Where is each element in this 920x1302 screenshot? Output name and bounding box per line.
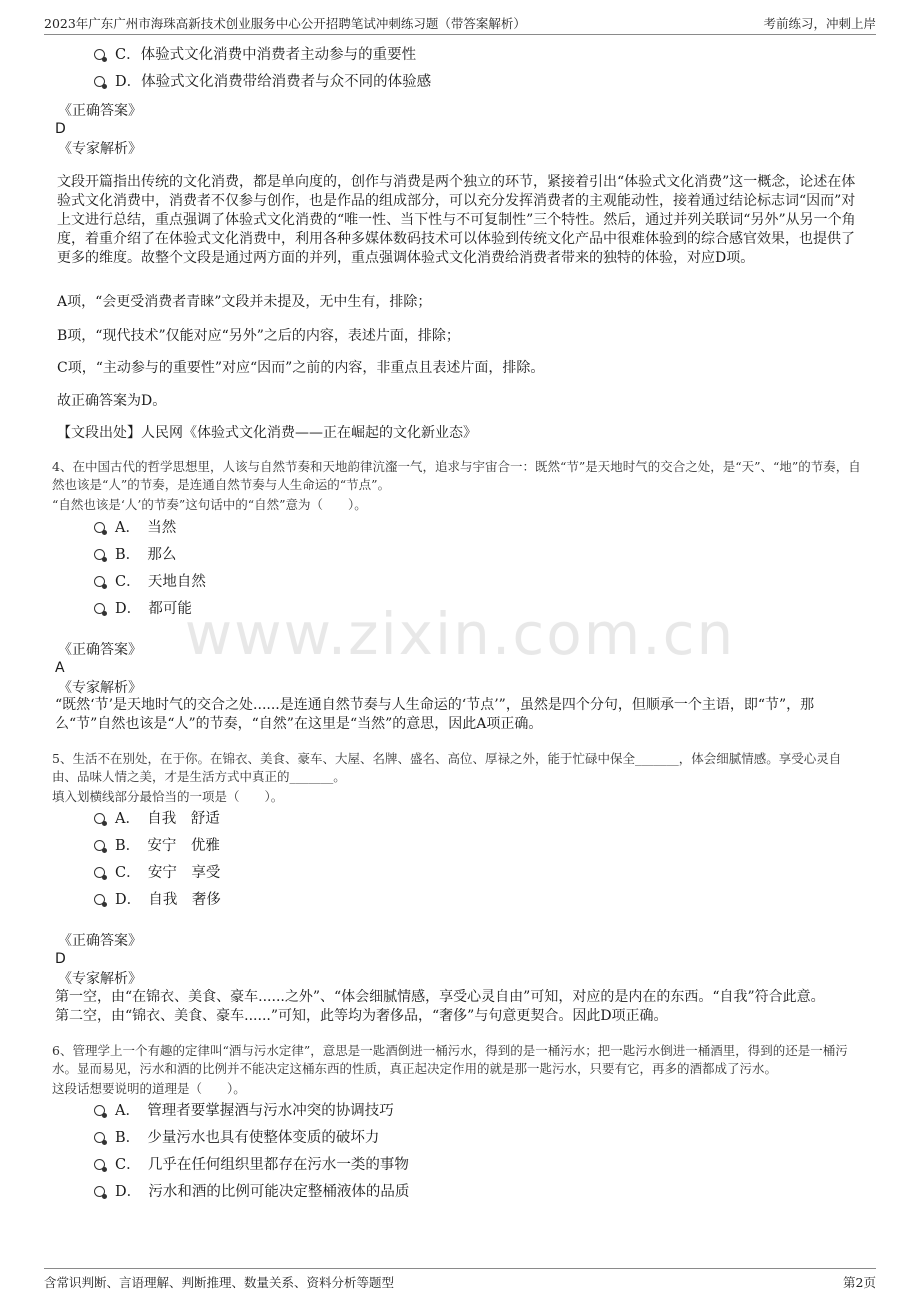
radio-icon[interactable]: [94, 576, 105, 587]
q6-stem: 6、管理学上一个有趣的定律叫“酒与污水定律”，意思是一匙酒倒进一桶污水，得到的是一桶污水；把一匙污水倒进一桶酒里，得到的还是一桶污水。显而易见，污水和酒的比例并不能决定这桶东西的性质，真正起决定作用的就是那一匙污水，只要有它，再多的酒都成了污水。: [52, 1043, 848, 1076]
q4-answer-label: 《正确答案》: [58, 642, 142, 658]
radio-icon[interactable]: [94, 76, 105, 87]
q4-option-d[interactable]: [94, 599, 192, 619]
radio-icon[interactable]: [94, 1105, 105, 1116]
q3-conclusion: 故正确答案为D。: [57, 393, 167, 409]
q3-option-d[interactable]: [94, 72, 431, 92]
option-label: C． 几乎在任何组织里都存在污水一类的事物: [115, 1157, 409, 1173]
option-label: D．体验式文化消费带给消费者与众不同的体验感: [115, 74, 432, 90]
radio-icon[interactable]: [94, 1159, 105, 1170]
radio-icon[interactable]: [94, 867, 105, 878]
q6-option-a[interactable]: [94, 1101, 394, 1121]
radio-icon[interactable]: [94, 1132, 105, 1143]
q4-answer: A: [55, 660, 65, 676]
q4-stem: 4、在中国古代的哲学思想里，人该与自然节奏和天地韵律沆瀣一气，追求与宇宙合一：既然“节”是天地时气的交合之处，是“天”、“地”的节奏，自然也该是“人”的节奏，是连通自然节奏与人生命运的“节点”。: [52, 459, 861, 492]
q4-analysis: “既然‘节’是天地时气的交合之处......是连通自然节奏与人生命运的‘节点’”，虽然是四个分句，但顺承一个主语，即“节”，那么“节”自然也该是“人”的节奏，“自然”在这里是“当然”的意思，因此A项正确。: [55, 697, 815, 732]
footer-topics: 含常识判断、言语理解、判断推理、数量关系、资料分析等题型: [44, 1275, 395, 1290]
radio-icon[interactable]: [94, 549, 105, 560]
option-label: A． 管理者要掌握酒与污水冲突的协调技巧: [115, 1103, 394, 1119]
radio-icon[interactable]: [94, 894, 105, 905]
option-label: D． 自我 奢侈: [115, 892, 221, 908]
option-label: B． 那么: [115, 547, 177, 563]
radio-icon[interactable]: [94, 840, 105, 851]
option-label: B． 安宁 优雅: [115, 838, 220, 854]
option-label: C．体验式文化消费中消费者主动参与的重要性: [115, 47, 417, 63]
option-label: A． 当然: [115, 520, 177, 536]
q5-option-b[interactable]: [94, 836, 220, 856]
option-label: C． 安宁 享受: [115, 865, 221, 881]
radio-icon[interactable]: [94, 603, 105, 614]
q5-option-c[interactable]: [94, 863, 220, 883]
q3-analysis-label: 《专家解析》: [58, 141, 142, 157]
option-label: C． 天地自然: [115, 574, 206, 590]
option-label: D． 污水和酒的比例可能决定整桶液体的品质: [115, 1184, 410, 1200]
q4-option-a[interactable]: [94, 518, 176, 538]
page-number: 第2页: [843, 1275, 876, 1290]
q5-answer: D: [55, 951, 66, 967]
option-label: A． 自我 舒适: [115, 811, 220, 827]
q5-option-a[interactable]: [94, 809, 220, 829]
q3-option-c[interactable]: [94, 45, 416, 65]
q5-question: 填入划横线部分最恰当的一项是（ ）。: [52, 789, 284, 804]
q3-answer-label: 《正确答案》: [58, 103, 142, 119]
q5-analysis-label: 《专家解析》: [58, 971, 142, 987]
q3-source: 【文段出处】人民网《体验式文化消费——正在崛起的文化新业态》: [57, 425, 477, 441]
radio-icon[interactable]: [94, 522, 105, 533]
q3-analysis-c: C项，“主动参与的重要性”对应“因而”之前的内容，非重点且表述片面，排除。: [57, 360, 545, 376]
watermark: www.zixin.com.cn: [184, 600, 736, 668]
q5-option-d[interactable]: [94, 890, 221, 910]
q6-question: 这段话想要说明的道理是（ ）。: [52, 1081, 246, 1096]
q3-analysis-b: B项，“现代技术”仅能对应“另外”之后的内容，表述片面，排除；: [57, 328, 460, 344]
q3-analysis-a: A项，“会更受消费者青睐”文段并未提及，无中生有，排除；: [57, 294, 432, 310]
q4-option-c[interactable]: [94, 572, 206, 592]
q3-answer: D: [55, 121, 66, 137]
page-footer: [44, 1268, 876, 1291]
q4-question: “自然也该是‘人’的节奏”这句话中的“自然”意为（ ）。: [52, 497, 367, 512]
q6-option-d[interactable]: [94, 1182, 409, 1202]
q3-analysis-main: 文段开篇指出传统的文化消费，都是单向度的，创作与消费是两个独立的环节，紧接着引出“体验式文化消费”这一概念，论述在体验式文化消费中，消费者不仅参与创作，也是作品的组成部分，可以充分发挥消费者的主观能动性，接着通过结论标志词“因而”对上文进行总结，重点强调了体验式文化消费的“唯一性、当下性与不可复制性”三个特性。然后，通过并列关联词“另外”从另一个角度，着重介绍了在体验式文化消费中，利用各种多媒体数码技术可以体验到传统文化产品中很难体验到的综合感官效果，也提供了更多的维度。故整个文段是通过两方面的并列，重点强调体验式文化消费给消费者带来的独特的体验，对应D项。: [57, 174, 856, 266]
q4-option-b[interactable]: [94, 545, 176, 565]
q5-analysis-line1: 第一空，由“在锦衣、美食、豪车......之外”、“体会细腻情感，享受心灵自由”可知，对应的是内在的东西。“自我”符合此意。: [55, 989, 825, 1005]
option-label: D． 都可能: [115, 601, 192, 617]
q5-analysis-line2: 第二空，由“锦衣、美食、豪车......”可知，此等均为奢侈品，“奢侈”与句意更契合。因此D项正确。: [55, 1008, 668, 1024]
header-slogan: 考前练习，冲刺上岸: [763, 16, 876, 31]
radio-icon[interactable]: [94, 1186, 105, 1197]
q5-answer-label: 《正确答案》: [58, 933, 142, 949]
radio-icon[interactable]: [94, 49, 105, 60]
q5-stem: 5、生活不在别处，在于你。在锦衣、美食、豪车、大屋、名牌、盛名、高位、厚禄之外，能于忙碌中保全_______，体会细腻情感。享受心灵自由、品味人情之美，才是生活方式中真正的_______。: [52, 751, 842, 784]
page-header: [44, 12, 876, 35]
radio-icon[interactable]: [94, 813, 105, 824]
q4-analysis-label: 《专家解析》: [58, 680, 142, 696]
q6-option-c[interactable]: [94, 1155, 409, 1175]
q6-option-b[interactable]: [94, 1128, 379, 1148]
option-label: B． 少量污水也具有使整体变质的破坏力: [115, 1130, 380, 1146]
header-title: 2023年广东广州市海珠高新技术创业服务中心公开招聘笔试冲刺练习题（带答案解析）: [44, 16, 526, 31]
